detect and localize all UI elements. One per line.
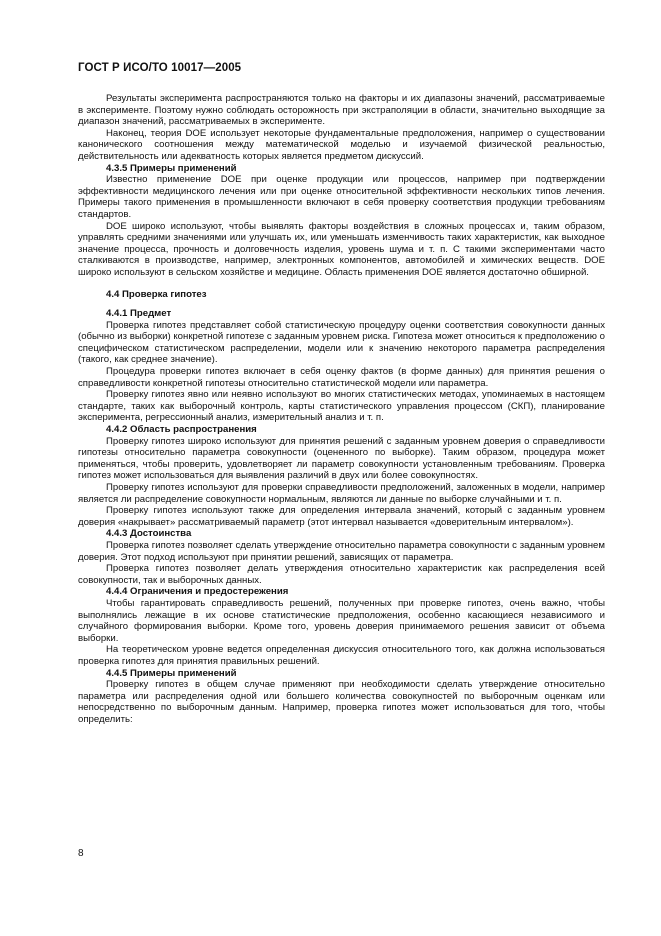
paragraph: Проверка гипотез позволяет сделать утверждение относительно параметра совокупности с заданным уровнем доверия. Этот подход используют при принятии решений, зависящих от параметра. bbox=[78, 539, 605, 563]
section-heading-4-4-2: 4.4.2 Область распространения bbox=[106, 424, 257, 436]
paragraph: Проверку гипотез в общем случае применяют при необходимости сделать утверждение относительно параметра или распределения одной или большего количества совокупностей по выборочным оценкам или непосредственно по выборочным данным. Например, проверка гипотез может использоваться для того, чтобы определить: bbox=[78, 679, 605, 725]
paragraph: Результаты эксперимента распространяются только на факторы и их диапазоны значений, рассматриваемые в эксперименте. Поэтому нужно соблюдать осторожность при экстраполяции в области, значительно выходящие за диапазон значений, рассматриваемых в эксперименте. bbox=[78, 93, 605, 128]
page-number: 8 bbox=[78, 848, 84, 859]
section-heading-4-4-4: 4.4.4 Ограничения и предостережения bbox=[106, 586, 289, 598]
paragraph: Проверку гипотез используют также для определения интервала значений, который с заданным уровнем доверия «накрывает» рассматриваемый параметр (этот интервал называется «доверительным интервалом»). bbox=[78, 505, 605, 528]
paragraph: Проверка гипотез представляет собой статистическую процедуру оценки соответствия совокупности данных (обычно из выборки) конкретной гипотезе с заданным уровнем риска. Гипотеза может относиться к предположению о специфическом статистическом распределении, модели или к значению некоторого параметра распределения (такого, как среднее значение). bbox=[78, 319, 605, 366]
paragraph: Проверку гипотез явно или неявно используют во многих статистических методах, упоминаемых в настоящем стандарте, таких как выборочный контроль, карты статистического управления процессом (СКП), планирование эксперимента, регрессионный анализ, измерительный анализ и т. п. bbox=[78, 389, 605, 424]
document-header: ГОСТ Р ИСО/ТО 10017—2005 bbox=[78, 62, 242, 74]
paragraph: DOE широко используют, чтобы выявлять факторы воздействия в сложных процессах и, таким образом, управлять средними значениями или улучшать их, или уменьшать изменчивость таких характеристик, как выходное значение процесса, прочность и долговечность изделия, уровень шума и т. п. С такими экспериментами часто сталкиваются в производстве, например, электронных компонентов, автомобилей и химических веществ. DOE широко используют в сельском хозяйстве и медицине. Область применения DOE является достаточно обширной. bbox=[78, 220, 605, 278]
paragraph: Наконец, теория DOE использует некоторые фундаментальные предположения, например о существовании канонического соотношения между математической моделью и изучаемой физической реальностью, действительность или адекватность которых является предметом дискуссий. bbox=[78, 127, 605, 162]
document-body bbox=[78, 93, 605, 725]
section-heading-4-4-1: 4.4.1 Предмет bbox=[106, 308, 172, 320]
section-heading-4-4-3: 4.4.3 Достоинства bbox=[106, 528, 192, 540]
section-heading-4-3-5: 4.3.5 Примеры применений bbox=[106, 162, 237, 174]
paragraph: На теоретическом уровне ведется определенная дискуссия относительного того, как должна использоваться проверка гипотез для принятия правильных решений. bbox=[78, 644, 605, 667]
paragraph: Известно применение DOE при оценке продукции или процессов, например при подтверждении эффективности медицинского лечения или при оценке относительной эффективности нескольких типов лечения. Примеры такого применения в промышленности включают в себя проверку соответствия продукции требованиям стандартов. bbox=[78, 174, 605, 220]
paragraph: Чтобы гарантировать справедливость решений, полученных при проверке гипотез, очень важно, чтобы выполнялись лежащие в их основе статистические предположения, особенно касающиеся независимого и случайного формирования выборки. Кроме того, уровень доверия принимаемого решения зависит от объема выборки. bbox=[78, 597, 605, 644]
section-heading-4-4-5: 4.4.5 Примеры применений bbox=[106, 667, 237, 679]
paragraph: Проверку гипотез используют для проверки справедливости предположений, заложенных в модели, например является ли распределение совокупности нормальным, являются ли данные по выборке случайными и т. п. bbox=[78, 482, 605, 505]
paragraph: Проверка гипотез позволяет делать утверждения относительно характеристик как распределения всей совокупности, так и выборочных данных. bbox=[78, 563, 605, 586]
section-heading-4-4: 4.4 Проверка гипотез bbox=[106, 288, 207, 300]
paragraph: Проверку гипотез широко используют для принятия решений с заданным уровнем доверия о справедливости гипотезы относительно параметра совокупности (оцененного по выборке). Таким образом, процедура может применяться, чтобы проверить, удовлетворяет ли параметр совокупности установленным требованиям. Проверка гипотез может использоваться для выявления различий в двух или более совокупностях. bbox=[78, 435, 605, 482]
paragraph: Процедура проверки гипотез включает в себя оценку фактов (в форме данных) для принятия решения о справедливости конкретной гипотезы относительно статистической модели или параметра. bbox=[78, 366, 605, 389]
